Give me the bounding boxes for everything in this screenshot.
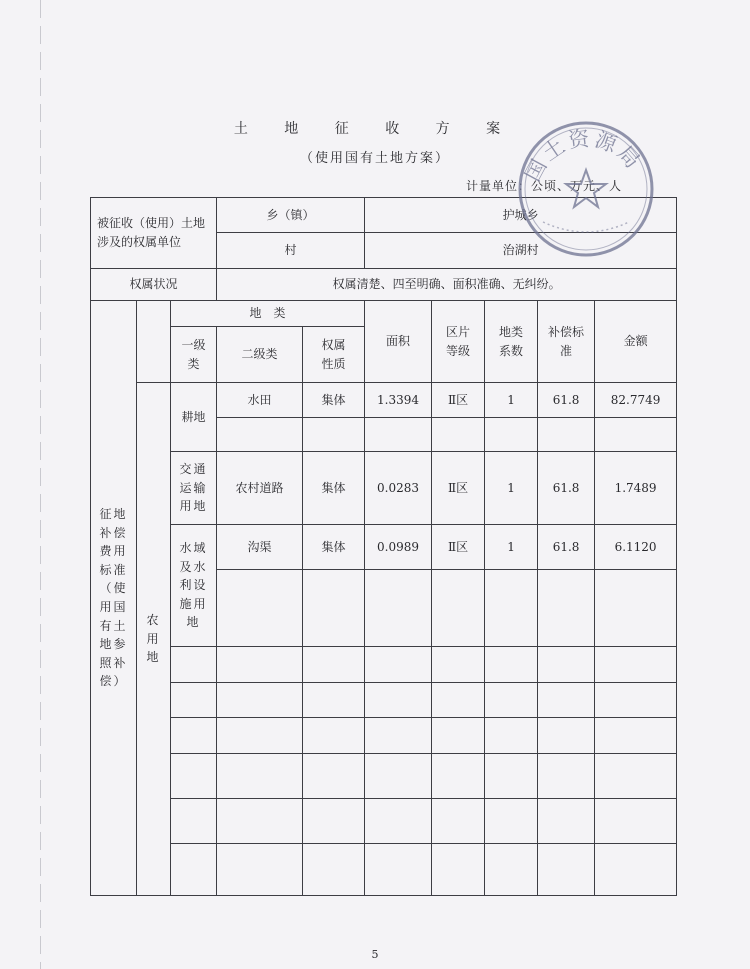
group-coefficient: 1 xyxy=(485,525,538,570)
group-amount: 1.7489 xyxy=(595,452,677,525)
group-level1: 耕地 xyxy=(171,383,217,452)
document-title: 土 地 征 收 方 案 xyxy=(233,121,517,137)
page-number: 5 xyxy=(371,948,379,961)
village-value: 治湖村 xyxy=(365,233,677,269)
compensation-section-label: 征地补偿费用标准（使用国有土地参照补偿） xyxy=(99,507,128,689)
group-standard: 61.8 xyxy=(538,452,595,525)
land-acquisition-table xyxy=(90,197,677,896)
group-ownership: 集体 xyxy=(303,452,365,525)
ownership-status-label: 权属状况 xyxy=(91,269,217,301)
group-coefficient: 1 xyxy=(485,452,538,525)
document-subtitle: （使用国有土地方案） xyxy=(299,151,450,166)
group-amount: 6.1120 xyxy=(595,525,677,570)
header-type-coefficient: 地类系数 xyxy=(499,324,524,358)
group-zone: Ⅱ区 xyxy=(432,452,485,525)
group-level1: 水域及水利设施用地 xyxy=(179,541,208,630)
group-standard: 61.8 xyxy=(538,525,595,570)
group-area: 0.0989 xyxy=(365,525,432,570)
category-label: 农用地 xyxy=(146,613,161,665)
village-label: 村 xyxy=(217,233,365,269)
group-level2: 农村道路 xyxy=(217,452,303,525)
group-ownership: 集体 xyxy=(303,383,365,418)
header-zone-grade: 区片等级 xyxy=(446,324,471,358)
header-area: 面积 xyxy=(365,301,432,383)
township-label: 乡（镇） xyxy=(217,198,365,233)
township-value: 护城乡 xyxy=(365,198,677,233)
group-zone: Ⅱ区 xyxy=(432,525,485,570)
group-level2: 沟渠 xyxy=(217,525,303,570)
group-level1: 交通运输用地 xyxy=(179,462,208,514)
group-area: 1.3394 xyxy=(365,383,432,418)
group-area: 0.0283 xyxy=(365,452,432,525)
group-ownership: 集体 xyxy=(303,525,365,570)
ownership-unit-label: 被征收（使用）土地涉及的权属单位 xyxy=(97,216,206,249)
header-standard: 补偿标准 xyxy=(548,324,585,358)
group-standard: 61.8 xyxy=(538,383,595,418)
header-land-type: 地 类 xyxy=(171,301,365,327)
header-level1: 一级类 xyxy=(181,337,206,371)
ownership-status-value: 权属清楚、四至明确、面积准确、无纠纷。 xyxy=(217,269,677,301)
page-edge-line xyxy=(40,0,41,969)
group-level2: 水田 xyxy=(217,383,303,418)
group-amount: 82.7749 xyxy=(595,383,677,418)
seal-text: 国土资源局 xyxy=(520,126,647,186)
header-ownership-nature: 权属性质 xyxy=(321,337,346,371)
header-amount: 金额 xyxy=(595,301,677,383)
group-coefficient: 1 xyxy=(485,383,538,418)
unit-note: 计量单位：公顷、万元、人 xyxy=(466,179,623,193)
group-zone: Ⅱ区 xyxy=(432,383,485,418)
header-level2: 二级类 xyxy=(217,327,303,383)
